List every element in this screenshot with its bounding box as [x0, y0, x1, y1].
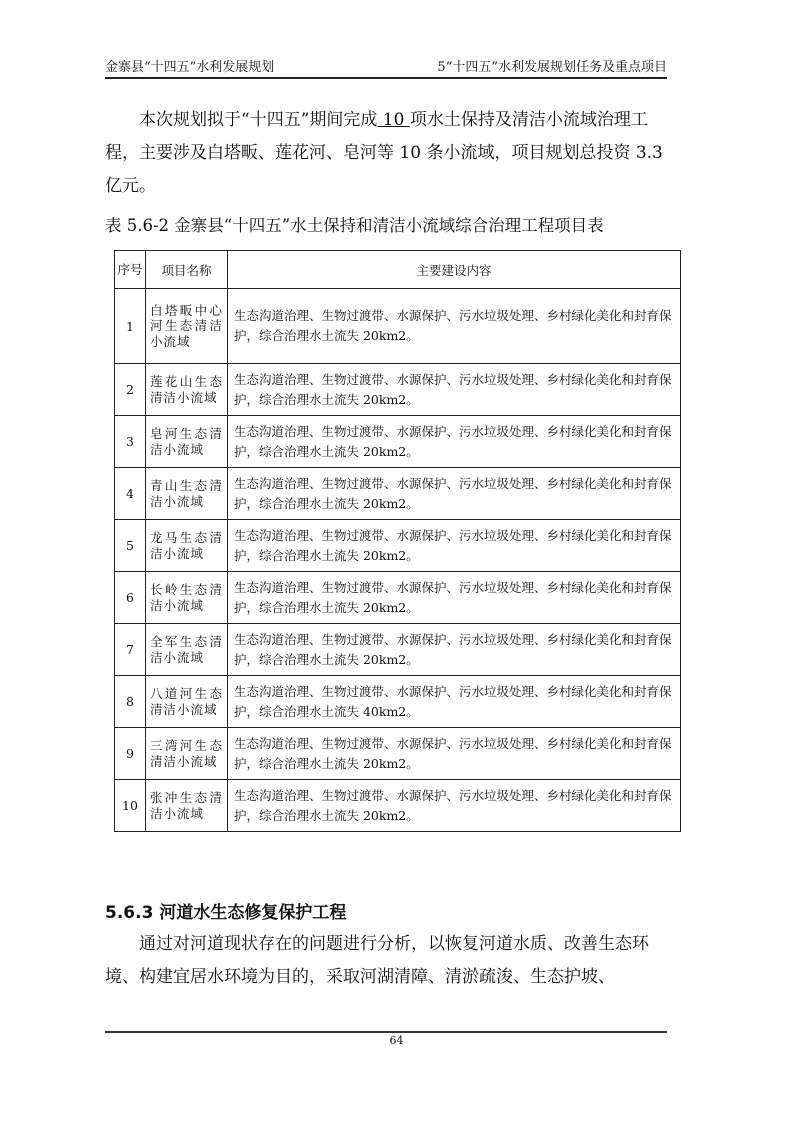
row-index: 7 [115, 624, 146, 676]
header-right: 5“十四五”水利发展规划任务及重点项目 [437, 60, 667, 75]
table-row [115, 780, 681, 832]
intro-count: 10 [382, 110, 405, 130]
header-name: 项目名称 [146, 251, 228, 289]
row-name: 全军生态清洁小流域 [146, 624, 228, 676]
running-header [105, 52, 667, 76]
row-content: 生态沟道治理、生物过渡带、水源保护、污水垃圾处理、乡村绿化美化和封育保护，综合治理水土流失 20km2。 [228, 624, 681, 676]
row-content: 生态沟道治理、生物过渡带、水源保护、污水垃圾处理、乡村绿化美化和封育保护，综合治理水土流失 40km2。 [228, 676, 681, 728]
table-row [115, 468, 681, 520]
row-content: 生态沟道治理、生物过渡带、水源保护、污水垃圾处理、乡村绿化美化和封育保护，综合治理水土流失 20km2。 [228, 728, 681, 780]
row-index: 4 [115, 468, 146, 520]
row-index: 1 [115, 289, 146, 364]
row-content: 生态沟道治理、生物过渡带、水源保护、污水垃圾处理、乡村绿化美化和封育保护，综合治理水土流失 20km2。 [228, 289, 681, 364]
row-index: 10 [115, 780, 146, 832]
row-content: 生态沟道治理、生物过渡带、水源保护、污水垃圾处理、乡村绿化美化和封育保护，综合治理水土流失 20km2。 [228, 520, 681, 572]
section-body: 通过对河道现状存在的问题进行分析，以恢复河道水质、改善生态环境、构建宜居水环境为目的，采取河湖清障、清淤疏浚、生态护坡、 [105, 934, 649, 987]
row-name: 三湾河生态清洁小流域 [146, 728, 228, 780]
row-index: 5 [115, 520, 146, 572]
row-content: 生态沟道治理、生物过渡带、水源保护、污水垃圾处理、乡村绿化美化和封育保护，综合治理水土流失 20km2。 [228, 780, 681, 832]
row-name: 青山生态清洁小流域 [146, 468, 228, 520]
section-paragraph [105, 928, 667, 994]
row-name: 八道河生态清洁小流域 [146, 676, 228, 728]
row-index: 3 [115, 416, 146, 468]
page-number: 64 [389, 1034, 404, 1047]
row-content: 生态沟道治理、生物过渡带、水源保护、污水垃圾处理、乡村绿化美化和封育保护，综合治理水土流失 20km2。 [228, 468, 681, 520]
intro-after: 项水土保持及清洁小流域治理工程，主要涉及白塔畈、莲花河、皂河等 10 条小流域，项目规划总投资 3.3 亿元。 [105, 110, 663, 196]
intro-before: 本次规划拟于“十四五”期间完成 [139, 110, 378, 130]
table-row [115, 624, 681, 676]
table-row [115, 728, 681, 780]
footer-rule [105, 1031, 667, 1033]
table-row [115, 572, 681, 624]
table-row [115, 364, 681, 416]
row-content: 生态沟道治理、生物过渡带、水源保护、污水垃圾处理、乡村绿化美化和封育保护，综合治理水土流失 20km2。 [228, 416, 681, 468]
row-index: 9 [115, 728, 146, 780]
header-seq: 序号 [115, 251, 146, 289]
row-name: 张冲生态清洁小流域 [146, 780, 228, 832]
table-row [115, 416, 681, 468]
intro-paragraph [105, 104, 667, 203]
row-name: 龙马生态清洁小流域 [146, 520, 228, 572]
row-content: 生态沟道治理、生物过渡带、水源保护、污水垃圾处理、乡村绿化美化和封育保护，综合治理水土流失 20km2。 [228, 364, 681, 416]
header-content: 主要建设内容 [228, 251, 681, 289]
row-name: 白塔畈中心河生态清洁小流域 [146, 289, 228, 364]
header-left: 金寨县“十四五”水利发展规划 [105, 60, 275, 75]
project-table [114, 250, 681, 832]
row-index: 8 [115, 676, 146, 728]
row-name: 莲花山生态清洁小流域 [146, 364, 228, 416]
row-name: 皂河生态清洁小流域 [146, 416, 228, 468]
row-content: 生态沟道治理、生物过渡带、水源保护、污水垃圾处理、乡村绿化美化和封育保护，综合治理水土流失 20km2。 [228, 572, 681, 624]
row-name: 长岭生态清洁小流域 [146, 572, 228, 624]
header-rule [105, 77, 667, 79]
table-row [115, 289, 681, 364]
row-index: 2 [115, 364, 146, 416]
row-index: 6 [115, 572, 146, 624]
table-caption: 表 5.6-2 金寨县“十四五”水土保持和清洁小流域综合治理工程项目表 [105, 216, 604, 235]
table-row [115, 676, 681, 728]
section-heading: 5.6.3 河道水生态修复保护工程 [105, 903, 347, 923]
table-row [115, 520, 681, 572]
